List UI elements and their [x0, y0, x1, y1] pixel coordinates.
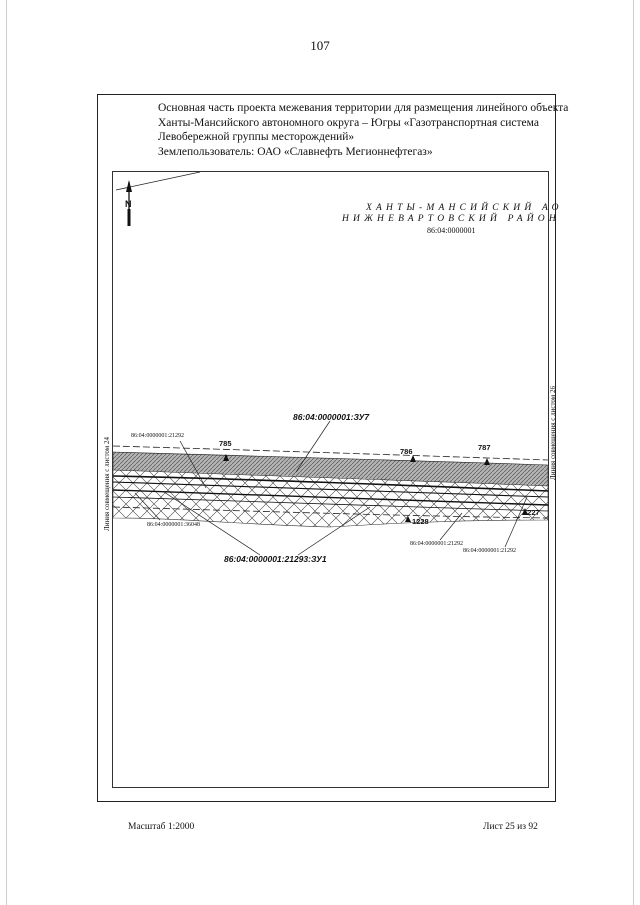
point-1228: 1228 [412, 517, 429, 526]
sheet-number: Лист 25 из 92 [483, 822, 538, 832]
left-edge-label: Линия совмещения с листом 24 [103, 437, 111, 531]
cadastral-quarter-code: 86:04:0000001 [427, 226, 476, 235]
map-scale: Масштаб 1:2000 [128, 822, 195, 832]
header-line-2: Ханты-Мансийского автономного округа – Югры «Газотранспортная система [158, 116, 539, 129]
parcel-label-zu1: 86:04:0000001:21293:ЗУ1 [224, 554, 327, 564]
point-1227: 1227 [523, 508, 540, 517]
right-edge-label: Линия совмещения с листом 26 [549, 386, 557, 480]
header-line-4: Землепользователь: ОАО «Славнефть Мегионнефтегаз» [158, 145, 433, 158]
header-line-1: Основная часть проекта межевания территории для размещения линейного объекта [158, 102, 569, 114]
parcel-label-21292-mid: 86:04:0000001:21292 [410, 541, 464, 547]
page-number: 107 [310, 38, 330, 53]
region-name-line-1: ХАНТЫ-МАНСИЙСКИЙ АО [366, 203, 563, 213]
north-label: N [125, 199, 132, 209]
point-786: 786 [400, 447, 413, 456]
point-787: 787 [478, 443, 491, 452]
header-line-3: Левобережной группы месторождений» [158, 131, 355, 143]
parcel-label-21292-right: 86:04:0000001:21292 [463, 548, 517, 554]
parcel-label-21292-top: 86:04:0000001:21292 [131, 433, 185, 439]
parcel-label-zu7: 86:04:0000001:ЗУ7 [293, 412, 370, 422]
parcel-label-36048: 86:04:0000001:36048 [147, 522, 201, 528]
point-785: 785 [219, 439, 232, 448]
region-name-line-2: НИЖНЕВАРТОВСКИЙ РАЙОН [342, 214, 560, 224]
